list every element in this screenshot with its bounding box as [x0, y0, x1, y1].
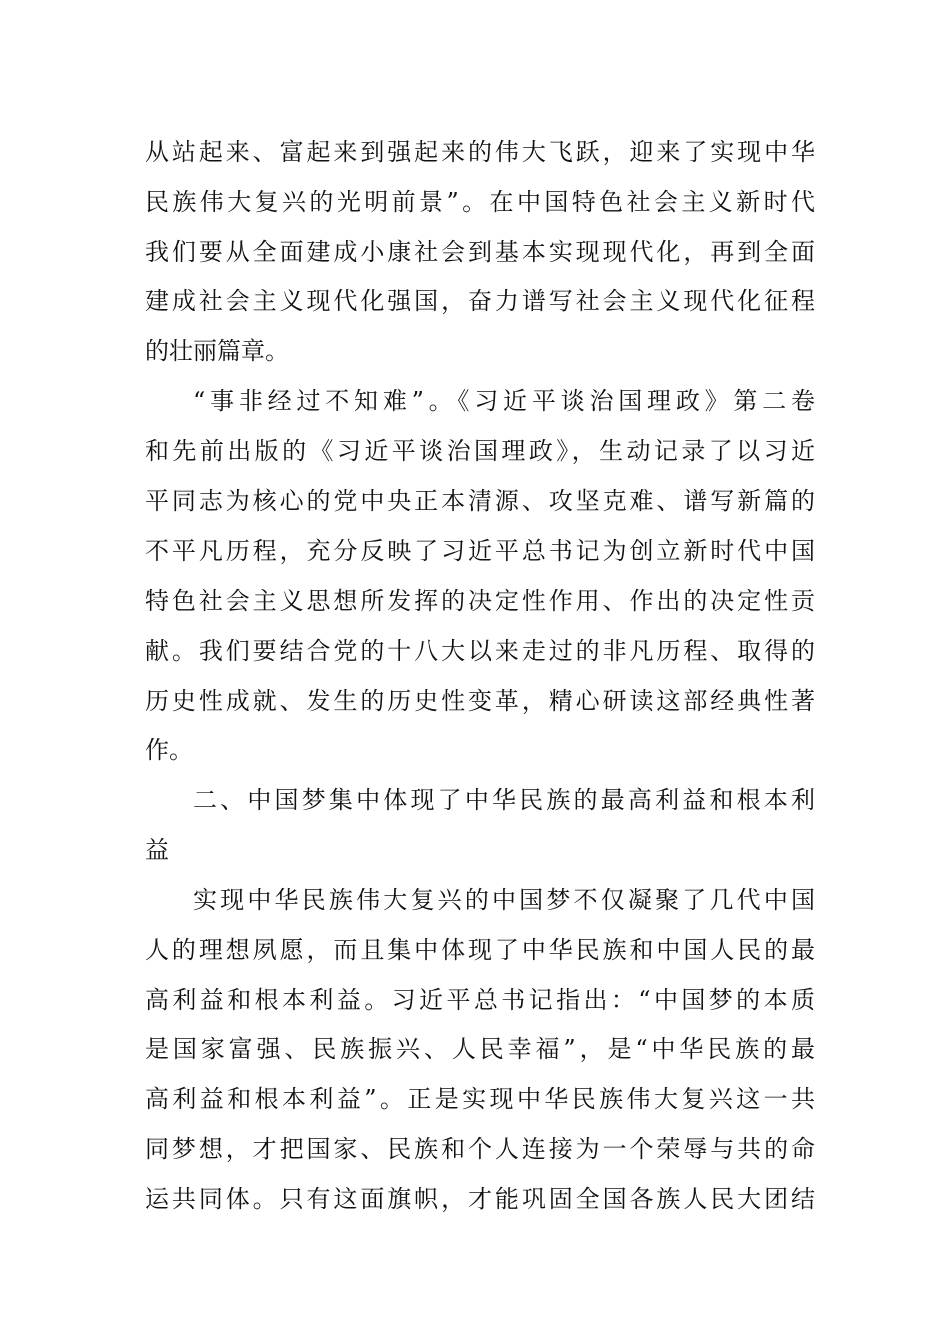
paragraph-line: 从站起来、富起来到强起来的伟大飞跃，迎来了实现中华 [145, 138, 815, 166]
paragraph-line: 历史性成就、发生的历史性变革，精心研读这部经典性著 [145, 687, 815, 715]
section-heading-line: 益 [145, 836, 169, 864]
section-heading-line: 二、中国梦集中体现了中华民族的最高利益和根本利 [193, 786, 815, 814]
paragraph-line: 我们要从全面建成小康社会到基本实现现代化，再到全面 [145, 238, 815, 266]
paragraph-line: 作。 [145, 736, 193, 764]
paragraph-line: 的壮丽篇章。 [145, 337, 289, 365]
paragraph-line: 是国家富强、民族振兴、人民幸福”，是“中华民族的最 [145, 1035, 815, 1063]
paragraph-line: 不平凡历程，充分反映了习近平总书记为创立新时代中国 [145, 537, 815, 565]
paragraph-line: 同梦想，才把国家、民族和个人连接为一个荣辱与共的命 [145, 1135, 815, 1163]
paragraph-line: 实现中华民族伟大复兴的中国梦不仅凝聚了几代中国 [193, 886, 815, 914]
paragraph-line: 建成社会主义现代化强国，奋力谱写社会主义现代化征程 [145, 287, 815, 315]
paragraph-line: 献。我们要结合党的十八大以来走过的非凡历程、取得的 [145, 637, 815, 665]
paragraph-line: “事非经过不知难”。《习近平谈治国理政》第二卷 [193, 387, 815, 415]
paragraph-line: 民族伟大复兴的光明前景”。在中国特色社会主义新时代 [145, 188, 815, 216]
paragraph-line: 高利益和根本利益”。正是实现中华民族伟大复兴这一共 [145, 1085, 815, 1113]
paragraph-line: 高利益和根本利益。习近平总书记指出：“中国梦的本质 [145, 986, 815, 1014]
paragraph-line: 和先前出版的《习近平谈治国理政》，生动记录了以习近 [145, 437, 815, 465]
paragraph-line: 人的理想夙愿，而且集中体现了中华民族和中国人民的最 [145, 936, 815, 964]
paragraph-line: 特色社会主义思想所发挥的决定性作用、作出的决定性贡 [145, 587, 815, 615]
paragraph-line: 运共同体。只有这面旗帜，才能巩固全国各族人民大团结 [145, 1185, 815, 1213]
paragraph-line: 平同志为核心的党中央正本清源、攻坚克难、谱写新篇的 [145, 487, 815, 515]
